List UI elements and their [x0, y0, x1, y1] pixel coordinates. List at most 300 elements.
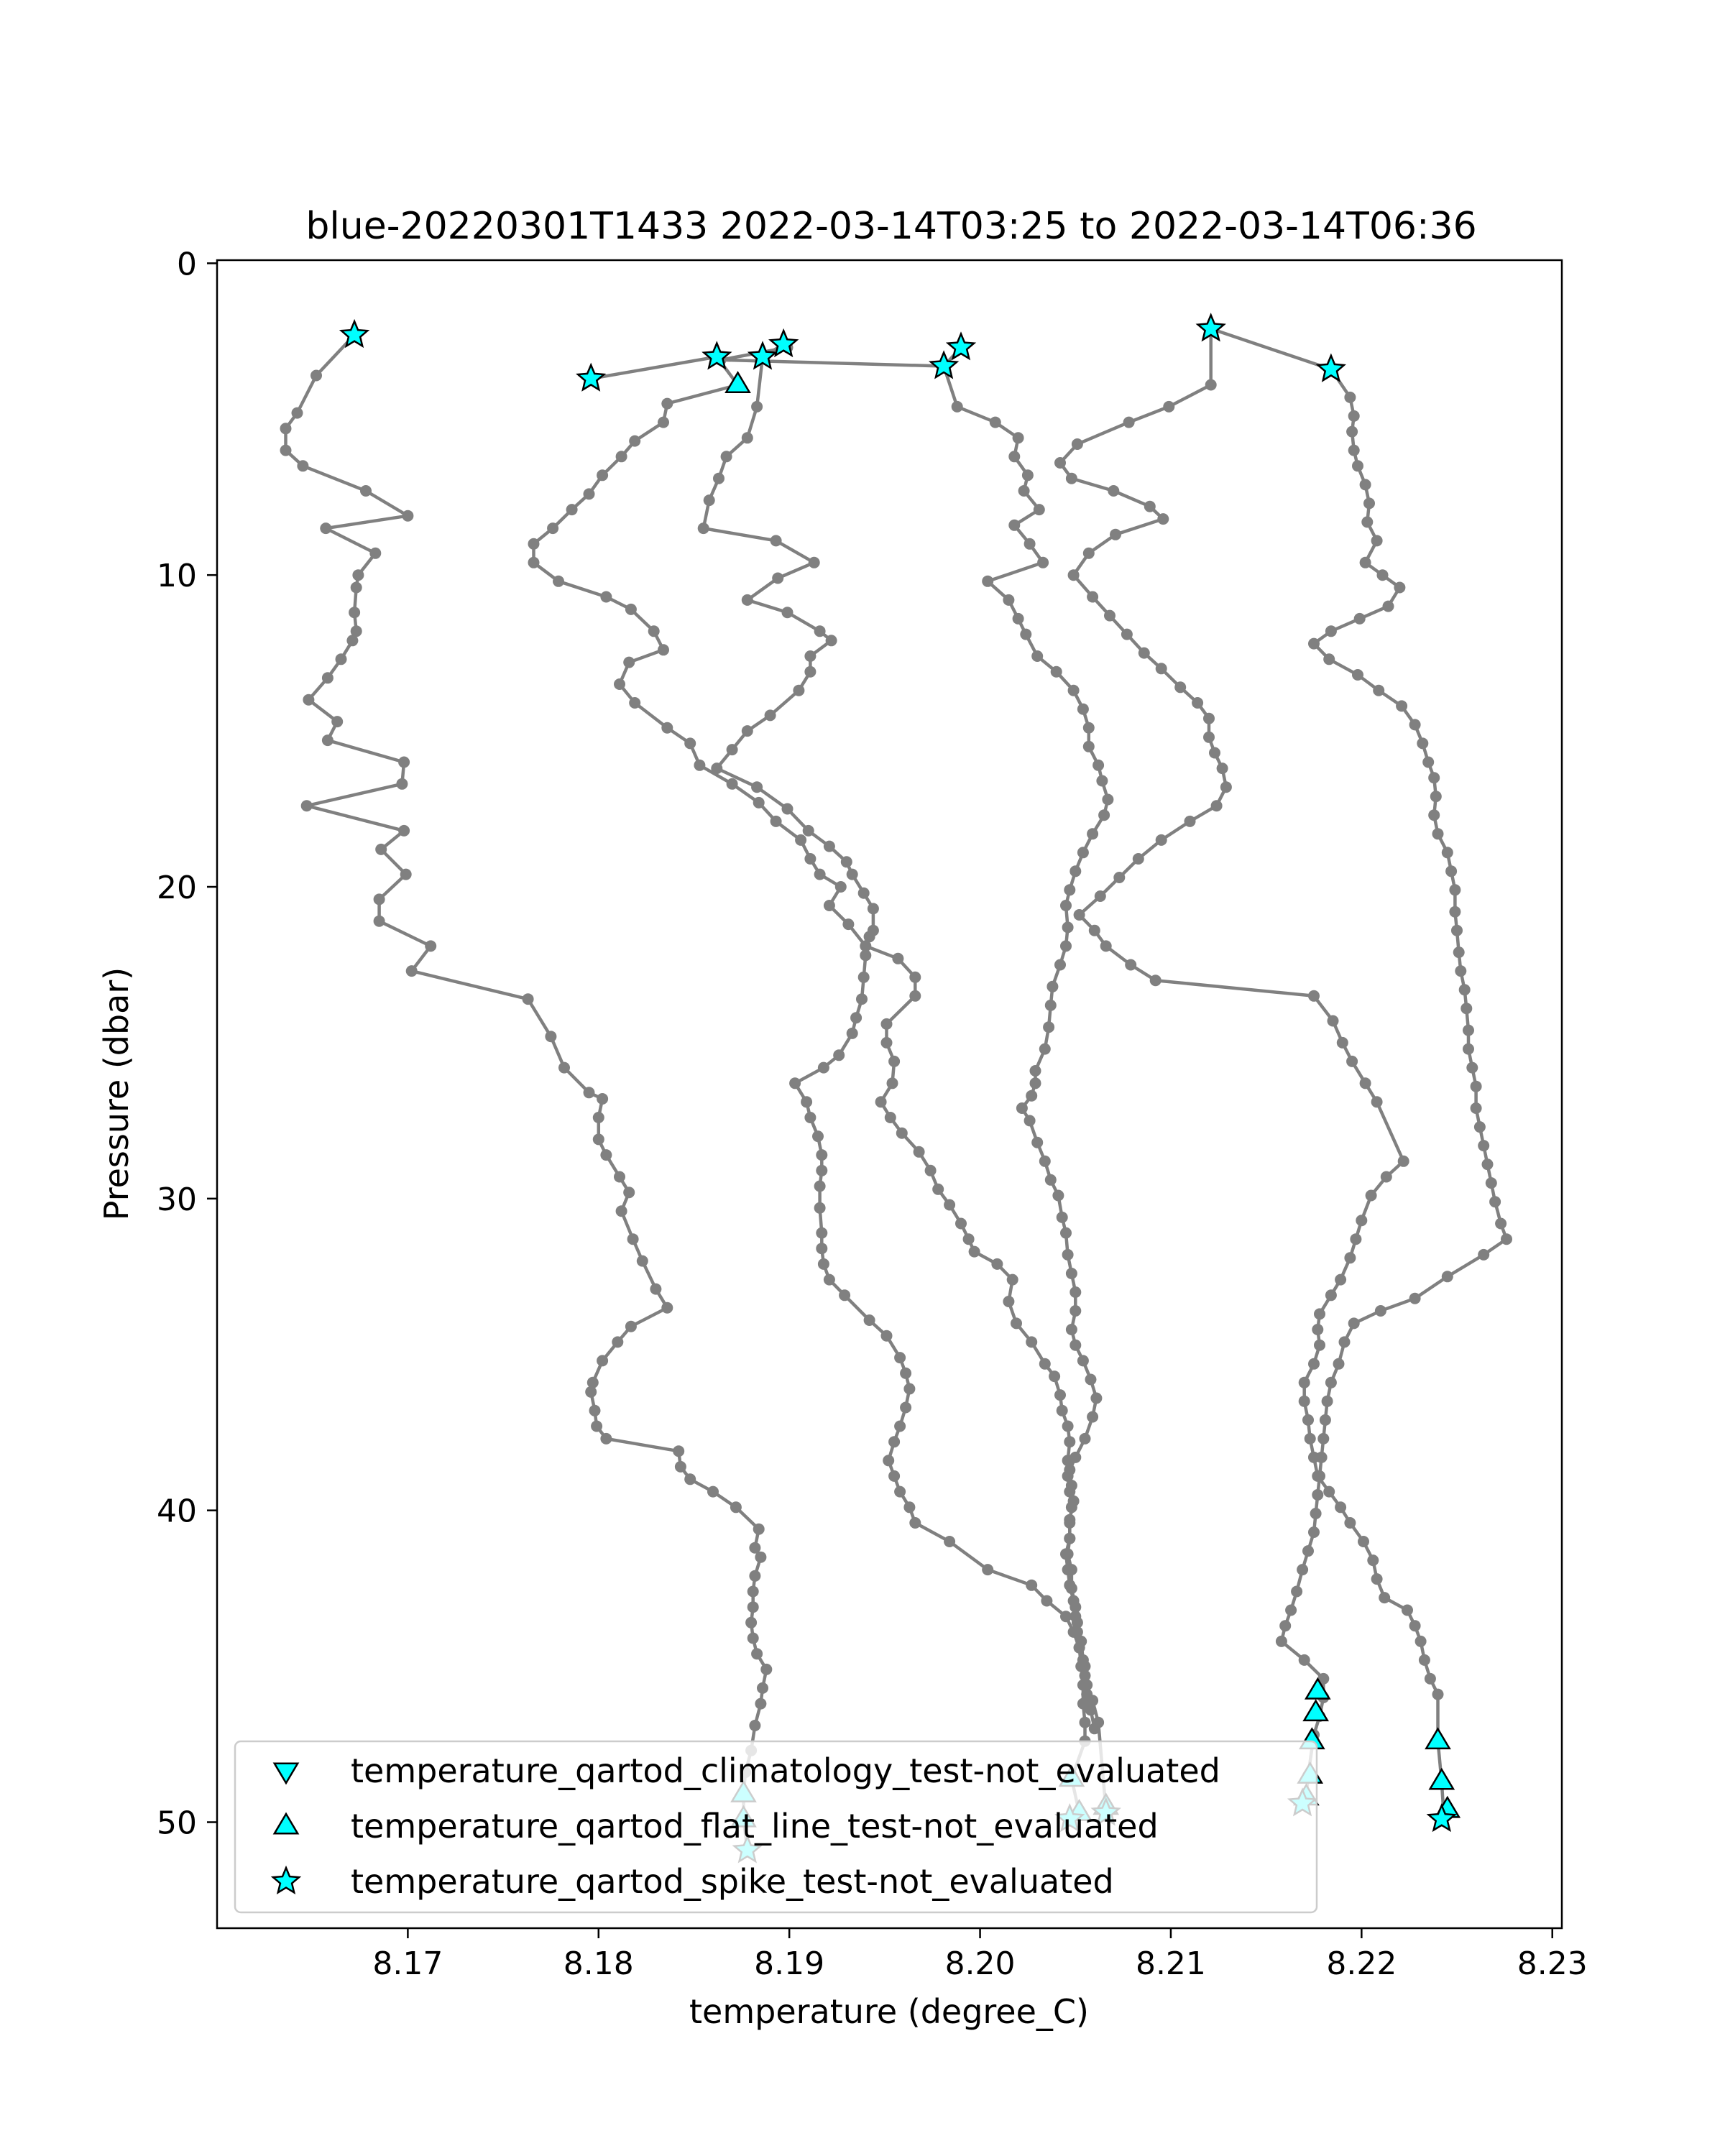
- data-point: [892, 953, 903, 964]
- data-point: [1031, 1137, 1043, 1148]
- data-point: [553, 576, 564, 587]
- data-point: [1070, 865, 1081, 877]
- data-point: [1320, 1414, 1331, 1426]
- data-point: [1285, 1605, 1297, 1616]
- data-point: [1022, 469, 1034, 481]
- data-point: [914, 1146, 925, 1158]
- data-point: [584, 488, 595, 499]
- data-point: [707, 1486, 719, 1498]
- data-point: [1083, 741, 1095, 752]
- data-point: [982, 576, 993, 587]
- data-point: [322, 672, 334, 683]
- data-point: [523, 993, 534, 1005]
- data-point: [1377, 569, 1389, 581]
- data-point: [684, 737, 696, 749]
- data-point: [1060, 940, 1072, 952]
- data-point: [909, 990, 921, 1002]
- data-point: [597, 1355, 608, 1366]
- data-point: [864, 931, 875, 942]
- y-tick-label: 50: [157, 1805, 197, 1842]
- data-point: [1051, 666, 1062, 678]
- data-point: [1077, 847, 1089, 858]
- data-point: [757, 1682, 768, 1694]
- data-point: [374, 893, 385, 905]
- data-point: [711, 763, 722, 774]
- data-point: [629, 697, 640, 709]
- data-point: [753, 1524, 765, 1535]
- data-point: [804, 1112, 816, 1123]
- data-point: [1064, 1514, 1075, 1526]
- data-point: [1337, 1037, 1348, 1049]
- data-point: [881, 1037, 893, 1049]
- data-point: [804, 666, 816, 678]
- data-point: [1054, 457, 1066, 469]
- data-point: [1083, 548, 1095, 559]
- data-point: [1087, 591, 1098, 603]
- data-point: [1089, 925, 1100, 936]
- data-point: [1062, 1249, 1074, 1261]
- data-point: [1123, 417, 1135, 428]
- legend-label: temperature_qartod_flat_line_test-not_evaluated: [351, 1807, 1159, 1846]
- data-point: [881, 1330, 893, 1342]
- data-point: [1070, 1286, 1081, 1298]
- data-point: [1031, 650, 1043, 662]
- data-point: [1064, 1464, 1075, 1475]
- data-point: [1209, 747, 1220, 759]
- data-point: [1312, 1489, 1323, 1501]
- data-point: [969, 1246, 980, 1258]
- data-point: [623, 657, 635, 668]
- data-point: [593, 1133, 604, 1145]
- data-point: [1432, 1689, 1444, 1700]
- data-point: [1011, 1317, 1022, 1329]
- data-point: [803, 825, 814, 837]
- data-point: [1066, 473, 1077, 484]
- data-point: [1085, 1704, 1097, 1715]
- data-point: [1317, 1433, 1329, 1445]
- data-point: [1379, 1592, 1390, 1603]
- data-point: [1030, 1077, 1041, 1089]
- data-point: [1144, 501, 1156, 512]
- data-point: [694, 760, 705, 771]
- data-point: [591, 1421, 602, 1432]
- data-point: [648, 625, 660, 637]
- data-point: [637, 1256, 648, 1267]
- y-tick-label: 30: [157, 1181, 197, 1218]
- data-point: [292, 407, 303, 419]
- data-point: [1445, 865, 1457, 877]
- data-point: [1156, 663, 1167, 674]
- data-point: [360, 485, 372, 497]
- data-point: [547, 522, 558, 534]
- data-point: [824, 900, 835, 911]
- data-point: [684, 1473, 696, 1485]
- x-tick-label: 8.18: [563, 1945, 634, 1982]
- y-tick-label: 10: [157, 558, 197, 595]
- data-point: [894, 1421, 906, 1432]
- data-point: [616, 1205, 627, 1217]
- data-point: [1297, 1564, 1308, 1575]
- data-point: [584, 1087, 595, 1098]
- data-point: [585, 1386, 597, 1398]
- data-point: [847, 869, 858, 880]
- data-point: [629, 436, 640, 447]
- data-point: [742, 432, 753, 443]
- data-point: [1419, 1654, 1430, 1666]
- data-point: [1087, 1411, 1098, 1423]
- data-point: [1398, 1156, 1409, 1167]
- data-point: [748, 1586, 759, 1598]
- data-point: [1003, 594, 1014, 606]
- data-point: [1339, 1336, 1351, 1348]
- data-point: [1077, 704, 1089, 715]
- data-point: [1054, 1389, 1066, 1401]
- data-point: [1371, 1573, 1383, 1585]
- data-point: [1125, 959, 1136, 971]
- chart-title: blue-20220301T1433 2022-03-14T03:25 to 2022-03-14T06:36: [305, 205, 1477, 248]
- y-tick-label: 20: [157, 870, 197, 907]
- data-point: [748, 1601, 759, 1613]
- data-point: [1453, 946, 1465, 958]
- data-point: [1090, 1393, 1102, 1404]
- data-point: [1314, 1308, 1325, 1319]
- y-tick-label: 40: [157, 1493, 197, 1530]
- data-point: [1325, 625, 1337, 637]
- data-point: [1478, 1249, 1489, 1261]
- data-point: [589, 1405, 601, 1416]
- data-point: [545, 1031, 556, 1042]
- data-point: [658, 644, 669, 655]
- data-point: [301, 800, 313, 811]
- data-point: [742, 725, 753, 737]
- data-point: [839, 1289, 850, 1301]
- data-point: [1463, 1025, 1474, 1036]
- data-point: [1471, 1081, 1482, 1092]
- x-tick-label: 8.20: [944, 1945, 1016, 1982]
- data-point: [593, 1112, 604, 1123]
- data-point: [1080, 1670, 1091, 1682]
- data-point: [1328, 1015, 1339, 1027]
- data-point: [1184, 816, 1196, 827]
- data-point: [1325, 1377, 1337, 1388]
- data-point: [1064, 1533, 1075, 1544]
- data-point: [814, 869, 826, 880]
- data-point: [1024, 538, 1036, 550]
- data-point: [1449, 884, 1460, 895]
- data-point: [310, 370, 322, 382]
- data-point: [297, 460, 308, 471]
- data-point: [425, 940, 436, 952]
- data-point: [614, 1171, 625, 1183]
- data-point: [1070, 1340, 1081, 1351]
- data-point: [858, 888, 870, 899]
- data-point: [885, 1112, 896, 1123]
- data-point: [600, 591, 612, 603]
- data-point: [1068, 569, 1080, 581]
- data-point: [1057, 1212, 1068, 1223]
- data-point: [944, 1199, 955, 1211]
- data-point: [909, 1517, 921, 1529]
- data-point: [369, 548, 381, 559]
- data-point: [770, 535, 782, 546]
- data-point: [727, 744, 738, 755]
- data-point: [1308, 1526, 1320, 1538]
- data-point: [900, 1368, 911, 1379]
- data-point: [558, 1062, 570, 1074]
- data-point: [1299, 1654, 1310, 1666]
- data-point: [1302, 1545, 1314, 1557]
- data-point: [1041, 1595, 1052, 1607]
- data-point: [1068, 1496, 1080, 1507]
- data-point: [1422, 757, 1434, 768]
- x-tick-label: 8.22: [1326, 1945, 1397, 1982]
- data-point: [280, 445, 292, 456]
- x-tick-label: 8.21: [1135, 1945, 1206, 1982]
- data-point: [1054, 959, 1066, 971]
- data-point: [760, 1664, 772, 1675]
- data-point: [894, 1486, 906, 1498]
- data-point: [814, 1181, 826, 1192]
- data-point: [331, 716, 343, 727]
- data-point: [894, 1352, 906, 1363]
- data-point: [1310, 1508, 1322, 1519]
- data-point: [1432, 828, 1444, 839]
- data-point: [963, 1233, 975, 1245]
- data-point: [818, 1062, 829, 1074]
- data-point: [375, 844, 387, 855]
- data-point: [1352, 669, 1363, 681]
- data-point: [1039, 1044, 1051, 1055]
- data-point: [753, 797, 765, 808]
- data-point: [1039, 1156, 1051, 1167]
- data-point: [1072, 438, 1083, 450]
- data-point: [1066, 1564, 1077, 1575]
- data-point: [1449, 906, 1460, 918]
- data-point: [1074, 909, 1085, 921]
- data-point: [730, 1501, 742, 1513]
- data-point: [1102, 794, 1113, 806]
- data-point: [1081, 1689, 1092, 1700]
- data-point: [1459, 984, 1471, 995]
- data-point: [1211, 800, 1223, 811]
- data-point: [1299, 1377, 1310, 1388]
- data-point: [1409, 719, 1421, 730]
- data-point: [1075, 1636, 1087, 1647]
- data-point: [1045, 1174, 1057, 1186]
- data-point: [1060, 1611, 1072, 1622]
- data-point: [1360, 557, 1371, 568]
- data-point: [816, 1149, 827, 1161]
- data-point: [841, 856, 852, 867]
- data-point: [1463, 1044, 1474, 1055]
- data-point: [818, 1258, 829, 1270]
- data-point: [1098, 809, 1110, 821]
- data-point: [749, 1570, 760, 1582]
- data-point: [782, 803, 794, 815]
- data-point: [1085, 1374, 1097, 1386]
- data-point: [1077, 1355, 1089, 1366]
- data-point: [816, 1165, 827, 1176]
- data-point: [1348, 1317, 1360, 1329]
- data-point: [1335, 1501, 1346, 1513]
- data-point: [755, 1698, 766, 1710]
- data-point: [1192, 697, 1203, 709]
- data-point: [1451, 925, 1463, 936]
- data-point: [900, 1402, 911, 1414]
- data-point: [1346, 1056, 1358, 1067]
- data-point: [1335, 1274, 1346, 1286]
- data-point: [1333, 1358, 1345, 1370]
- data-point: [1302, 1414, 1314, 1426]
- data-point: [1057, 1405, 1068, 1416]
- data-point: [842, 918, 854, 930]
- data-point: [1417, 737, 1428, 749]
- data-point: [793, 685, 804, 696]
- data-point: [1163, 401, 1174, 413]
- data-point: [772, 573, 783, 584]
- data-point: [597, 469, 608, 481]
- data-point: [1062, 1421, 1074, 1432]
- data-point: [1371, 1096, 1383, 1107]
- data-point: [1052, 1190, 1064, 1202]
- data-point: [661, 722, 673, 734]
- data-point: [322, 734, 334, 746]
- data-point: [1203, 732, 1215, 743]
- data-point: [804, 650, 816, 662]
- data-point: [1316, 1452, 1328, 1463]
- data-point: [673, 1445, 684, 1457]
- data-point: [1070, 1601, 1081, 1613]
- data-point: [1080, 1717, 1091, 1728]
- data-point: [1008, 451, 1020, 462]
- data-point: [1205, 379, 1217, 391]
- data-point: [1350, 1233, 1361, 1245]
- data-point: [881, 1018, 893, 1030]
- data-point: [804, 853, 816, 865]
- data-point: [303, 694, 314, 706]
- data-point: [1066, 1583, 1077, 1594]
- data-point: [1371, 535, 1383, 546]
- data-point: [1039, 1358, 1051, 1370]
- data-point: [661, 398, 673, 410]
- data-point: [1049, 1370, 1060, 1382]
- data-point: [616, 451, 627, 462]
- data-point: [909, 972, 921, 983]
- data-point: [1013, 432, 1024, 443]
- x-tick-label: 8.17: [372, 1945, 443, 1982]
- data-point: [614, 678, 625, 690]
- data-point: [1308, 1358, 1320, 1370]
- data-point: [814, 1202, 826, 1214]
- data-point: [1087, 828, 1098, 839]
- data-point: [755, 1552, 766, 1563]
- data-point: [789, 1077, 801, 1089]
- data-point: [1348, 410, 1360, 422]
- data-point: [1156, 834, 1167, 846]
- data-point: [528, 557, 540, 568]
- data-point: [814, 625, 826, 637]
- data-point: [896, 1128, 908, 1139]
- data-point: [1291, 1586, 1302, 1598]
- data-point: [751, 781, 763, 793]
- data-point: [1066, 1324, 1077, 1335]
- data-point: [1138, 648, 1150, 659]
- data-point: [661, 1302, 673, 1314]
- data-point: [566, 504, 578, 515]
- data-point: [1095, 890, 1106, 902]
- data-point: [925, 1165, 937, 1176]
- data-point: [1323, 1486, 1335, 1498]
- data-point: [1383, 601, 1394, 612]
- data-point: [1174, 681, 1186, 693]
- data-point: [1066, 1268, 1077, 1279]
- data-point: [349, 607, 360, 618]
- data-point: [868, 903, 879, 914]
- data-point: [824, 841, 835, 852]
- data-point: [751, 1648, 763, 1659]
- data-point: [1415, 1636, 1427, 1647]
- data-point: [1008, 520, 1020, 531]
- data-point: [1360, 1077, 1371, 1089]
- data-point: [991, 1258, 1003, 1270]
- data-point: [675, 1461, 686, 1473]
- data-point: [1026, 1336, 1037, 1348]
- data-point: [1352, 460, 1363, 471]
- data-point: [833, 1049, 845, 1061]
- data-point: [1077, 1654, 1089, 1666]
- data-point: [698, 522, 709, 534]
- data-point: [1108, 485, 1119, 497]
- data-point: [1348, 445, 1360, 456]
- data-point: [952, 401, 963, 413]
- data-point: [1072, 1617, 1083, 1628]
- data-point: [625, 1321, 637, 1332]
- data-point: [406, 965, 418, 977]
- data-point: [1062, 1548, 1074, 1560]
- data-point: [1344, 392, 1356, 403]
- data-point: [1474, 1121, 1486, 1133]
- data-point: [1070, 1305, 1081, 1317]
- data-point: [612, 1336, 623, 1348]
- data-point: [1060, 1227, 1072, 1239]
- data-point: [850, 1012, 862, 1023]
- data-point: [1501, 1233, 1512, 1245]
- data-point: [727, 778, 738, 790]
- data-point: [721, 451, 732, 462]
- data-point: [600, 1433, 612, 1445]
- data-point: [1428, 772, 1440, 783]
- data-point: [713, 473, 724, 484]
- data-point: [982, 1564, 993, 1575]
- data-point: [627, 1233, 639, 1245]
- legend: [235, 1741, 1317, 1912]
- data-point: [280, 423, 292, 434]
- data-point: [704, 494, 715, 506]
- data-point: [398, 825, 410, 837]
- data-point: [1110, 529, 1121, 540]
- data-point: [1409, 1293, 1421, 1304]
- data-point: [1034, 504, 1045, 515]
- data-point: [1367, 1554, 1379, 1566]
- legend-label: temperature_qartod_spike_test-not_evaluated: [351, 1862, 1114, 1901]
- data-point: [1344, 1517, 1356, 1529]
- data-point: [1064, 1436, 1075, 1447]
- data-point: [860, 949, 871, 961]
- data-point: [1478, 1140, 1489, 1151]
- data-point: [528, 538, 540, 550]
- data-point: [1203, 713, 1215, 724]
- data-point: [1279, 1620, 1291, 1631]
